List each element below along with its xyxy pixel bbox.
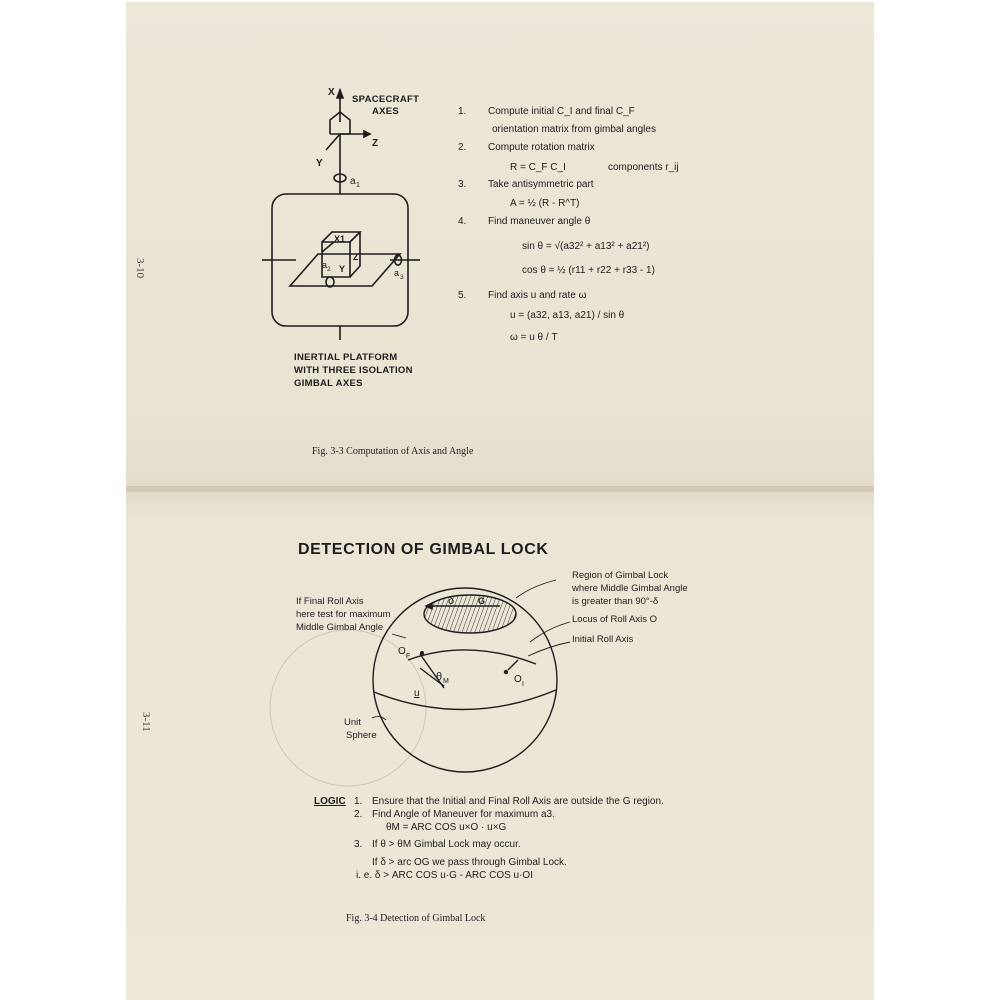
logic-1-number: 1. [354, 796, 363, 807]
unit-sphere-label-2: Sphere [346, 730, 377, 741]
inner-z-label: Z [353, 252, 359, 262]
platform-caption-2: WITH THREE ISOLATION [294, 365, 413, 376]
platform-caption-1: INERTIAL PLATFORM [294, 352, 398, 363]
logic-1-text: Ensure that the Initial and Final Roll Axis are outside the G region. [372, 796, 664, 807]
x-axis-label: X [328, 87, 335, 98]
initial-roll-label: Initial Roll Axis [572, 634, 634, 645]
locus-label: Locus of Roll Axis O [572, 614, 658, 625]
platform-caption-3: GIMBAL AXES [294, 378, 363, 389]
gimbal-platform-diagram [260, 82, 440, 342]
theta-m-label: θ [436, 671, 443, 683]
equation-u: u = (a32, a13, a21) / sin θ [510, 310, 625, 321]
equation-sin: sin θ = √(a32² + a13² + a21²) [522, 241, 650, 252]
step-1-text-2: orientation matrix from gimbal angles [492, 124, 656, 135]
a1-label: a [350, 176, 356, 187]
step-1-number: 1. [458, 106, 467, 117]
step-5-number: 5. [458, 290, 467, 301]
region-label-3: is greater than 90°-δ [572, 596, 659, 607]
spacecraft-label-2: AXES [372, 106, 400, 117]
of-subscript: F [406, 653, 411, 660]
logic-2-equation: θM = ARC COS u×O · u×G [386, 822, 507, 833]
inner-x-label: X1 [334, 234, 346, 244]
logic-3-number: 3. [354, 839, 363, 850]
theta-m-subscript: M [443, 678, 449, 685]
figure-3-4-caption: Fig. 3-4 Detection of Gimbal Lock [346, 913, 486, 924]
logic-2-number: 2. [354, 809, 363, 820]
page-number-bottom: 3-11 [140, 712, 152, 732]
step-1-text: Compute initial C_I and final C_F [488, 106, 635, 117]
of-label: O [398, 646, 406, 657]
a2-label: a [322, 260, 328, 270]
equation-a: A = ½ (R - R^T) [510, 198, 580, 209]
unit-sphere-label-1: Unit [344, 717, 361, 728]
final-roll-label-1: If Final Roll Axis [296, 596, 364, 607]
spacecraft-label-1: SPACECRAFT [352, 94, 420, 105]
u-vector-label: u [414, 688, 420, 699]
z-axis-label: Z [372, 138, 379, 149]
page-number-top: 3-10 [134, 258, 146, 279]
gimbal-lock-title: DETECTION OF GIMBAL LOCK [298, 541, 549, 558]
step-4-text: Find maneuver angle θ [488, 216, 591, 227]
delta-label: δ [448, 595, 455, 607]
equation-w: ω = u θ / T [510, 332, 558, 343]
logic-3-text: If θ > θM Gimbal Lock may occur. [372, 839, 521, 850]
step-3-number: 3. [458, 179, 467, 190]
a2-subscript: 2 [327, 266, 331, 273]
logic-2-text: Find Angle of Maneuver for maximum a3. [372, 809, 555, 820]
step-5-text: Find axis u and rate ω [488, 290, 587, 301]
step-3-text: Take antisymmetric part [488, 179, 594, 190]
logic-3-inequality: i. e. δ > ARC COS u·G - ARC COS u·OI [356, 870, 533, 881]
final-roll-label-3: Middle Gimbal Angle [296, 622, 384, 633]
step-4-number: 4. [458, 216, 467, 227]
step-2-number: 2. [458, 142, 467, 153]
region-label-1: Region of Gimbal Lock [572, 570, 669, 581]
a3-label: a [394, 268, 400, 278]
oi-label: O [514, 674, 522, 685]
page-3-10 [126, 2, 874, 488]
y-axis-label: Y [316, 158, 323, 169]
oi-subscript: I [522, 681, 524, 688]
equation-cos: cos θ = ½ (r11 + r22 + r33 - 1) [522, 265, 655, 276]
equation-r: R = C_F C_I [510, 162, 566, 173]
final-roll-label-2: here test for maximum [296, 609, 391, 620]
a1-subscript: 1 [356, 182, 360, 189]
logic-3-condition: If δ > arc OG we pass through Gimbal Lock. [372, 857, 567, 868]
equation-components: components r_ij [608, 162, 679, 173]
step-2-text: Compute rotation matrix [488, 142, 595, 153]
g-label: G [478, 596, 486, 606]
inner-y-label: Y [339, 264, 346, 274]
region-label-2: where Middle Gimbal Angle [572, 583, 688, 594]
a3-subscript: 3 [400, 274, 404, 281]
logic-heading: LOGIC [314, 796, 346, 807]
figure-3-3-caption: Fig. 3-3 Computation of Axis and Angle [312, 446, 474, 457]
